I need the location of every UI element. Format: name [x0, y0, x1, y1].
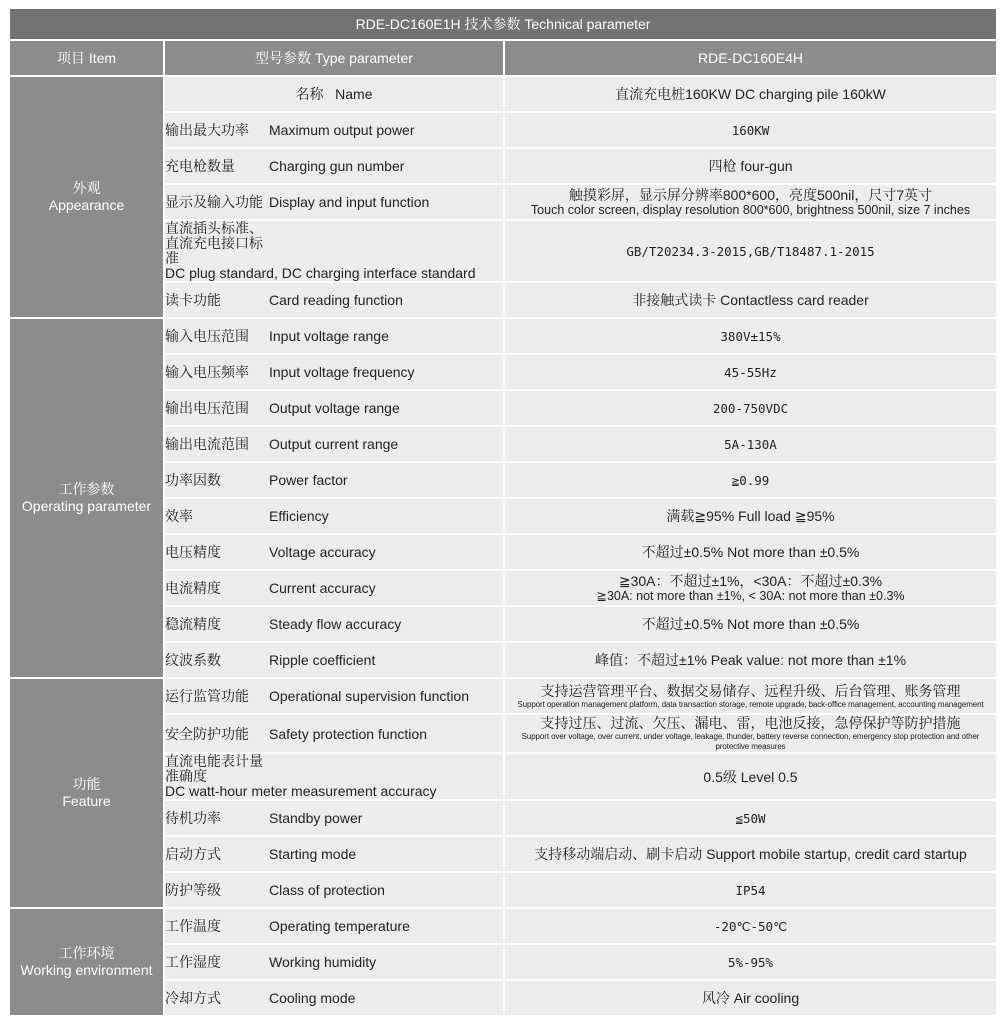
parameter-name-en: Charging gun number [269, 158, 405, 174]
parameter-name-en: Name [335, 86, 373, 102]
parameter-value-cell [504, 714, 997, 753]
parameter-name-en: Cooling mode [269, 990, 356, 1006]
parameter-name-cn: 冷却方式 [165, 990, 221, 1006]
parameter-name-cell [164, 753, 504, 800]
parameter-value: 满载≧95% Full load ≧95% [666, 508, 835, 524]
parameter-name-en: DC plug standard, DC charging interface standard [165, 265, 476, 281]
parameter-name-cell [164, 498, 504, 534]
parameter-name-cn: 运行监管功能 [165, 688, 249, 704]
column-header-item: 项目 Item [9, 40, 164, 76]
parameter-value-cell [504, 642, 997, 678]
parameter-name-cn: 输出电流范围 [165, 436, 249, 452]
category-cell [9, 908, 164, 1016]
parameter-name-cell [164, 678, 504, 714]
parameter-name-en: Output voltage range [269, 400, 400, 416]
parameter-value-english: ≧30A: not more than ±1%, < 30A: not more than ±0.3% [596, 589, 905, 603]
parameter-value: ≧30A：不超过±1%，<30A：不超过±0.3% [618, 573, 883, 589]
parameter-name-cell [164, 606, 504, 642]
parameter-name-cell [164, 570, 504, 606]
parameter-name-en: DC watt-hour meter measurement accuracy [165, 783, 437, 799]
parameter-name-cn: 启动方式 [165, 846, 221, 862]
category-label-en: Feature [62, 793, 111, 809]
parameter-name-cell [164, 354, 504, 390]
parameter-name-cn: 待机功率 [165, 810, 221, 826]
parameter-value: 风冷 Air cooling [701, 990, 800, 1006]
parameter-name-en: Output current range [269, 436, 399, 452]
category-cell [9, 678, 164, 908]
table-row [9, 908, 997, 944]
parameter-value-cell [504, 753, 997, 800]
parameter-value-english: Touch color screen, display resolution 800*600, brightness 500nil, size 7 inches [530, 203, 971, 217]
parameter-value: 45-55Hz [724, 365, 777, 380]
parameter-name-cn: 输入电压频率 [165, 364, 249, 380]
parameter-value-cell [504, 282, 997, 318]
parameter-value: ≧0.99 [731, 473, 770, 488]
parameter-value-cell [504, 220, 997, 282]
parameter-value: 不超过±0.5% Not more than ±0.5% [641, 544, 860, 560]
parameter-name-cn: 读卡功能 [165, 292, 221, 308]
parameter-value-cell [504, 498, 997, 534]
parameter-name-en: Current accuracy [269, 580, 376, 596]
parameter-value-cell [504, 980, 997, 1016]
parameter-value-cell [504, 534, 997, 570]
parameter-value-cell [504, 800, 997, 836]
parameter-name-en: Ripple coefficient [269, 652, 376, 668]
parameter-name-cn: 直流插头标准、直流充电接口标准 [165, 220, 263, 266]
parameter-name-cell [164, 836, 504, 872]
table-row [9, 318, 997, 354]
parameter-name-cell [164, 714, 504, 753]
parameter-name-cell [164, 872, 504, 908]
parameter-value-cell [504, 148, 997, 184]
category-label-en: Operating parameter [21, 498, 152, 514]
parameter-value: 160KW [731, 123, 770, 138]
parameter-value: 5%-95% [727, 955, 774, 970]
parameter-name-cn: 效率 [165, 508, 193, 524]
parameter-name-cn: 电流精度 [165, 580, 221, 596]
parameter-value: 非接触式读卡 Contactless card reader [632, 292, 869, 308]
parameter-name-cn: 纹波系数 [165, 652, 221, 668]
category-label-cn: 工作参数 [58, 481, 115, 497]
parameter-name-en: Working humidity [269, 954, 377, 970]
parameter-value: GB/T20234.3-2015,GB/T18487.1-2015 [626, 244, 875, 259]
column-header-model: RDE-DC160E4H [504, 40, 997, 76]
table-row [9, 678, 997, 714]
parameter-name-cn: 安全防护功能 [165, 725, 249, 742]
parameter-name-cell [164, 462, 504, 498]
parameter-name-cell [164, 282, 504, 318]
parameter-name-en: Input voltage range [269, 328, 389, 344]
parameter-value-cell [504, 112, 997, 148]
parameter-value-cell [504, 184, 997, 220]
parameter-name-en: Starting mode [269, 846, 357, 862]
parameter-name-cn: 稳流精度 [165, 616, 221, 632]
parameter-name-en: Input voltage frequency [269, 364, 415, 380]
parameter-value: 支持运营管理平台、数据交易储存、远程升级、后台管理、账务管理 [540, 682, 961, 699]
parameter-name-cell [164, 390, 504, 426]
table-title: RDE-DC160E1H 技术参数 Technical parameter [9, 8, 997, 40]
parameter-value-cell [504, 76, 997, 112]
parameter-value: 支持移动端启动、刷卡启动 Support mobile startup, credit card startup [534, 846, 967, 862]
parameter-name-en: Display and input function [269, 194, 430, 210]
technical-parameter-table [8, 7, 998, 1017]
parameter-name-cn: 工作湿度 [165, 954, 221, 970]
parameter-value: 支持过压、过流、欠压、漏电、雷，电池反接，急停保护等防护措施 [540, 715, 961, 731]
parameter-name-cn: 输出电压范围 [165, 400, 249, 416]
parameter-name-en: Operating temperature [269, 918, 410, 934]
parameter-name-cn: 直流电能表计量准确度 [165, 753, 263, 784]
parameter-name-en: Safety protection function [269, 725, 427, 742]
category-label-en: Working environment [20, 962, 153, 978]
parameter-name-cell [164, 534, 504, 570]
parameter-value: IP54 [735, 883, 766, 898]
table-row [9, 76, 997, 112]
parameter-name-cell [164, 426, 504, 462]
parameter-value-cell [504, 354, 997, 390]
parameter-value-cell [504, 836, 997, 872]
parameter-name-cell [164, 980, 504, 1016]
parameter-value-cell [504, 872, 997, 908]
parameter-value-cell [504, 678, 997, 714]
parameter-name-cn: 防护等级 [165, 882, 221, 898]
parameter-value-cell [504, 318, 997, 354]
parameter-value: 直流充电桩160KW DC charging pile 160kW [615, 86, 886, 102]
category-label-cn: 工作环境 [58, 945, 115, 961]
parameter-name-cell [164, 908, 504, 944]
parameter-name-cell [164, 184, 504, 220]
category-label-cn: 功能 [72, 776, 101, 792]
parameter-value-cell [504, 908, 997, 944]
parameter-value: -20℃-50℃ [713, 919, 788, 934]
parameter-name-cell [164, 76, 504, 112]
parameter-name-cn: 输出最大功率 [165, 122, 249, 138]
parameter-name-en: Steady flow accuracy [269, 616, 402, 632]
category-cell [9, 76, 164, 318]
parameter-name-cell [164, 642, 504, 678]
column-header-type: 型号参数 Type parameter [164, 40, 504, 76]
parameter-name-cn: 功率因数 [165, 472, 221, 488]
parameter-name-cn: 名称 [295, 86, 324, 102]
parameter-name-cn: 电压精度 [165, 544, 221, 560]
parameter-name-cn: 充电枪数量 [165, 158, 235, 174]
parameter-name-cn: 输入电压范围 [165, 328, 249, 344]
parameter-name-en: Efficiency [269, 508, 329, 524]
parameter-name-cell [164, 220, 504, 282]
parameter-name-cell [164, 800, 504, 836]
parameter-value: 不超过±0.5% Not more than ±0.5% [641, 616, 860, 632]
parameter-name-cell [164, 944, 504, 980]
parameter-name-en: Power factor [269, 472, 348, 488]
parameter-value-cell [504, 606, 997, 642]
parameter-value-cell [504, 462, 997, 498]
parameter-value: 触摸彩屏，显示屏分辨率800*600，亮度500nil，尺寸7英寸 [568, 187, 933, 203]
parameter-value-cell [504, 426, 997, 462]
category-cell [9, 318, 164, 678]
parameter-name-cell [164, 318, 504, 354]
parameter-value-english: Support over voltage, over current, under voltage, leakage, thunder, battery reverse connection, emergency stop protection and other protective measures [521, 732, 980, 751]
parameter-value: 0.5级 Level 0.5 [703, 768, 798, 785]
parameter-name-cell [164, 148, 504, 184]
parameter-name-en: Maximum output power [269, 122, 415, 138]
parameter-name-en: Class of protection [269, 882, 385, 898]
parameter-name-en: Standby power [269, 810, 363, 826]
parameter-value: 四枪 four-gun [708, 158, 793, 174]
parameter-value: 380V±15% [720, 329, 781, 344]
category-label-en: Appearance [48, 197, 125, 213]
parameter-name-en: Voltage accuracy [269, 544, 376, 560]
parameter-value: 200-750VDC [712, 401, 789, 416]
parameter-value-cell [504, 944, 997, 980]
parameter-name-en: Operational supervision function [269, 688, 470, 704]
parameter-value: ≦50W [735, 811, 766, 826]
parameter-name-cn: 显示及输入功能 [165, 194, 263, 210]
parameter-name-cn: 工作温度 [165, 918, 221, 934]
parameter-name-cell [164, 112, 504, 148]
parameter-value-cell [504, 390, 997, 426]
category-label-cn: 外观 [72, 180, 101, 196]
parameter-value-cell [504, 570, 997, 606]
parameter-value: 5A-130A [724, 437, 777, 452]
parameter-value: 峰值：不超过±1% Peak value: not more than ±1% [594, 652, 907, 668]
parameter-name-en: Card reading function [269, 292, 403, 308]
parameter-value-english: Support operation management platform, data transaction storage, remote upgrade, back-office management, accounting management [517, 699, 984, 709]
